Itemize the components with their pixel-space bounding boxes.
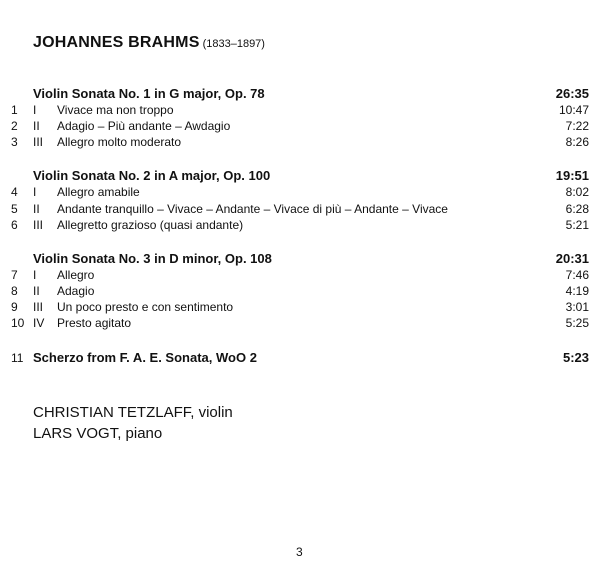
- movement-title: Presto agitato: [57, 316, 132, 330]
- track-duration: 5:25: [565, 316, 589, 330]
- movement-number: I: [33, 268, 37, 282]
- track-row: [0, 316, 600, 332]
- track-number: 10: [11, 316, 25, 330]
- work-total-duration: 26:35: [555, 86, 589, 101]
- movement-number: II: [33, 284, 40, 298]
- work-title: Scherzo from F. A. E. Sonata, WoO 2: [33, 350, 257, 365]
- track-row: [0, 202, 600, 218]
- work-total-duration: 5:23: [562, 350, 589, 365]
- track-duration: 5:21: [565, 218, 589, 232]
- track-number: 3: [11, 135, 18, 149]
- track-number: 9: [11, 300, 18, 314]
- movement-title: Vivace ma non troppo: [57, 103, 174, 117]
- movement-number: I: [33, 103, 37, 117]
- track-row: [0, 185, 600, 201]
- track-row: [0, 268, 600, 284]
- track-duration: 4:19: [565, 284, 589, 298]
- movement-number: III: [33, 135, 44, 149]
- track-number: 1: [11, 103, 18, 117]
- movement-number: III: [33, 218, 44, 232]
- movement-title: Allegro: [57, 268, 95, 282]
- track-number: 8: [11, 284, 18, 298]
- track-row: [0, 103, 600, 119]
- page-number: 3: [296, 545, 303, 559]
- performers: [33, 402, 233, 444]
- track-number: 4: [11, 185, 18, 199]
- composer-name: JOHANNES BRAHMS: [33, 34, 200, 51]
- track-number: 7: [11, 268, 18, 282]
- track-duration: 3:01: [565, 300, 589, 314]
- performer-violin: CHRISTIAN TETZLAFF, violin: [33, 404, 233, 421]
- composer-dates: (1833–1897): [202, 38, 265, 50]
- track-row: [0, 300, 600, 316]
- movement-number: IV: [33, 316, 45, 330]
- track-number: 2: [11, 119, 18, 133]
- movement-title: Allegro molto moderato: [57, 135, 182, 149]
- performer-piano: LARS VOGT, piano: [33, 425, 163, 442]
- movement-title: Un poco presto e con sentimento: [57, 300, 234, 314]
- movement-title: Allegretto grazioso (quasi andante): [57, 218, 244, 232]
- movement-number: I: [33, 185, 37, 199]
- movement-title: Adagio: [57, 284, 95, 298]
- movement-number: II: [33, 202, 40, 216]
- work-title: Violin Sonata No. 2 in A major, Op. 100: [33, 168, 271, 183]
- movement-number: II: [33, 119, 40, 133]
- track-duration: 8:26: [565, 135, 589, 149]
- track-row: [0, 284, 600, 300]
- work-total-duration: 20:31: [555, 251, 589, 266]
- composer-heading: [33, 34, 265, 52]
- movement-title: Allegro amabile: [57, 185, 140, 199]
- track-row: [0, 218, 600, 234]
- track-duration: 7:22: [565, 119, 589, 133]
- track-number: 11: [11, 351, 24, 365]
- track-duration: 8:02: [565, 185, 589, 199]
- track-number: 6: [11, 218, 18, 232]
- track-duration: 10:47: [558, 103, 589, 117]
- work-title: Violin Sonata No. 3 in D minor, Op. 108: [33, 251, 272, 266]
- work-title: Violin Sonata No. 1 in G major, Op. 78: [33, 86, 265, 101]
- track-duration: 6:28: [565, 202, 589, 216]
- track-number: 5: [11, 202, 18, 216]
- track-duration: 7:46: [565, 268, 589, 282]
- movement-number: III: [33, 300, 44, 314]
- work-total-duration: 19:51: [555, 168, 589, 183]
- track-row: [0, 135, 600, 151]
- movement-title: Andante tranquillo – Vivace – Andante – Vivace di più – Andante – Vivace: [57, 202, 448, 216]
- track-row: [0, 119, 600, 135]
- movement-title: Adagio – Più andante – Awdagio: [57, 119, 231, 133]
